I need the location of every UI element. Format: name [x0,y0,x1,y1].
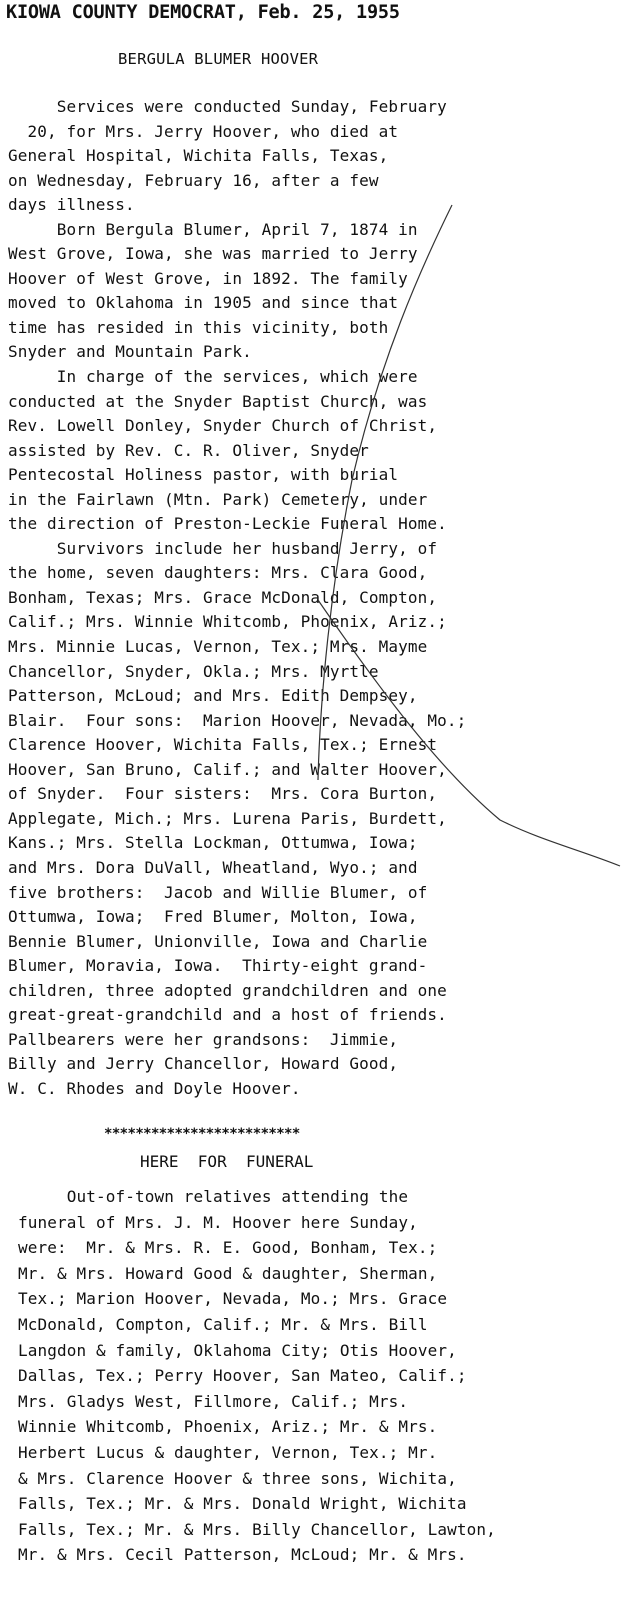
text-line: W. C. Rhodes and Doyle Hoover. [8,1078,301,1098]
text-line: Mrs. Gladys West, Fillmore, Calif.; Mrs. [18,1391,409,1411]
text-line: Bonham, Texas; Mrs. Grace McDonald, Compton, [8,587,438,607]
text-line: Mr. & Mrs. Cecil Patterson, McLoud; Mr. & Mrs. [18,1545,467,1565]
text-line: Mr. & Mrs. Howard Good & daughter, Sherman, [18,1263,438,1283]
text-line: Chancellor, Snyder, Okla.; Mrs. Myrtle [8,661,379,681]
text-line: Patterson, McLoud; and Mrs. Edith Dempsey, [8,686,418,706]
text-line: Blair. Four sons: Marion Hoover, Nevada, Mo.; [8,710,467,730]
separator: ************************* [104,1126,300,1142]
funeral-headline: HERE FOR FUNERAL [140,1152,314,1171]
text-line: Born Bergula Blumer, April 7, 1874 in [8,219,418,239]
text-line: in the Fairlawn (Mtn. Park) Cemetery, under [8,489,428,509]
text-line: Ottumwa, Iowa; Fred Blumer, Molton, Iowa, [8,907,418,927]
text-line: Mrs. Minnie Lucas, Vernon, Tex.; Mrs. Mayme [8,637,428,657]
text-line: Pallbearers were her grandsons: Jimmie, [8,1029,399,1049]
text-line: General Hospital, Wichita Falls, Texas, [8,146,389,166]
text-line: Applegate, Mich.; Mrs. Lurena Paris, Burdett, [8,808,447,828]
text-line: Herbert Lucus & daughter, Vernon, Tex.; Mr. [18,1442,438,1462]
text-line: Bennie Blumer, Unionville, Iowa and Charlie [8,931,428,951]
text-line: children, three adopted grandchildren and one [8,980,447,1000]
text-line: the home, seven daughters: Mrs. Clara Good, [8,563,428,583]
text-line: of Snyder. Four sisters: Mrs. Cora Burton, [8,784,438,804]
text-line: Services were conducted Sunday, February [8,97,447,116]
text-line: Out-of-town relatives attending the [18,1187,409,1206]
funeral-body [18,1184,633,1568]
text-line: conducted at the Snyder Baptist Church, was [8,391,428,411]
text-line: McDonald, Compton, Calif.; Mr. & Mrs. Bill [18,1314,428,1334]
text-line: time has resided in this vicinity, both [8,317,389,337]
text-line: five brothers: Jacob and Willie Blumer, of [8,882,428,902]
text-line: Tex.; Marion Hoover, Nevada, Mo.; Mrs. Grace [18,1289,448,1309]
text-line: Kans.; Mrs. Stella Lockman, Ottumwa, Iowa; [8,833,418,853]
text-line: Falls, Tex.; Mr. & Mrs. Donald Wright, Wichita [18,1494,467,1514]
text-line: Falls, Tex.; Mr. & Mrs. Billy Chancellor, Lawton, [18,1519,496,1539]
obituary-headline: BERGULA BLUMER HOOVER [118,50,319,68]
text-line: days illness. [8,195,135,215]
text-line: Langdon & family, Oklahoma City; Otis Hoover, [18,1340,457,1360]
text-line: In charge of the services, which were [8,367,418,387]
text-line: Survivors include her husband Jerry, of [8,538,438,558]
text-line: Rev. Lowell Donley, Snyder Church of Christ, [8,416,438,436]
text-line: great-great-grandchild and a host of friends. [8,1005,447,1025]
text-line: 20, for Mrs. Jerry Hoover, who died at [8,121,399,141]
text-line: the direction of Preston-Leckie Funeral Home. [8,514,447,534]
text-line: Snyder and Mountain Park. [8,342,252,362]
text-line: and Mrs. Dora DuVall, Wheatland, Wyo.; and [8,857,418,877]
text-line: Winnie Whitcomb, Phoenix, Ariz.; Mr. & Mrs. [18,1417,438,1437]
text-line: Pentecostal Holiness pastor, with burial [8,465,399,485]
text-line: funeral of Mrs. J. M. Hoover here Sunday, [18,1212,418,1232]
text-line: West Grove, Iowa, she was married to Jerry [8,244,418,264]
text-line: Dallas, Tex.; Perry Hoover, San Mateo, Calif.; [18,1366,467,1386]
text-line: moved to Oklahoma in 1905 and since that [8,293,399,313]
masthead: KIOWA COUNTY DEMOCRAT, Feb. 25, 1955 [6,2,400,23]
text-line: Blumer, Moravia, Iowa. Thirty-eight grand- [8,956,428,976]
text-line: Calif.; Mrs. Winnie Whitcomb, Phoenix, Ariz.; [8,612,447,632]
text-line: & Mrs. Clarence Hoover & three sons, Wichita, [18,1468,457,1488]
text-line: were: Mr. & Mrs. R. E. Good, Bonham, Tex.; [18,1238,438,1258]
text-line: on Wednesday, February 16, after a few [8,170,379,190]
text-line: Hoover, San Bruno, Calif.; and Walter Hoover, [8,759,447,779]
text-line: Billy and Jerry Chancellor, Howard Good, [8,1054,399,1074]
obituary-body [8,95,633,1101]
text-line: assisted by Rev. C. R. Oliver, Snyder [8,440,369,460]
text-line: Clarence Hoover, Wichita Falls, Tex.; Ernest [8,735,438,755]
text-line: Hoover of West Grove, in 1892. The family [8,268,408,288]
